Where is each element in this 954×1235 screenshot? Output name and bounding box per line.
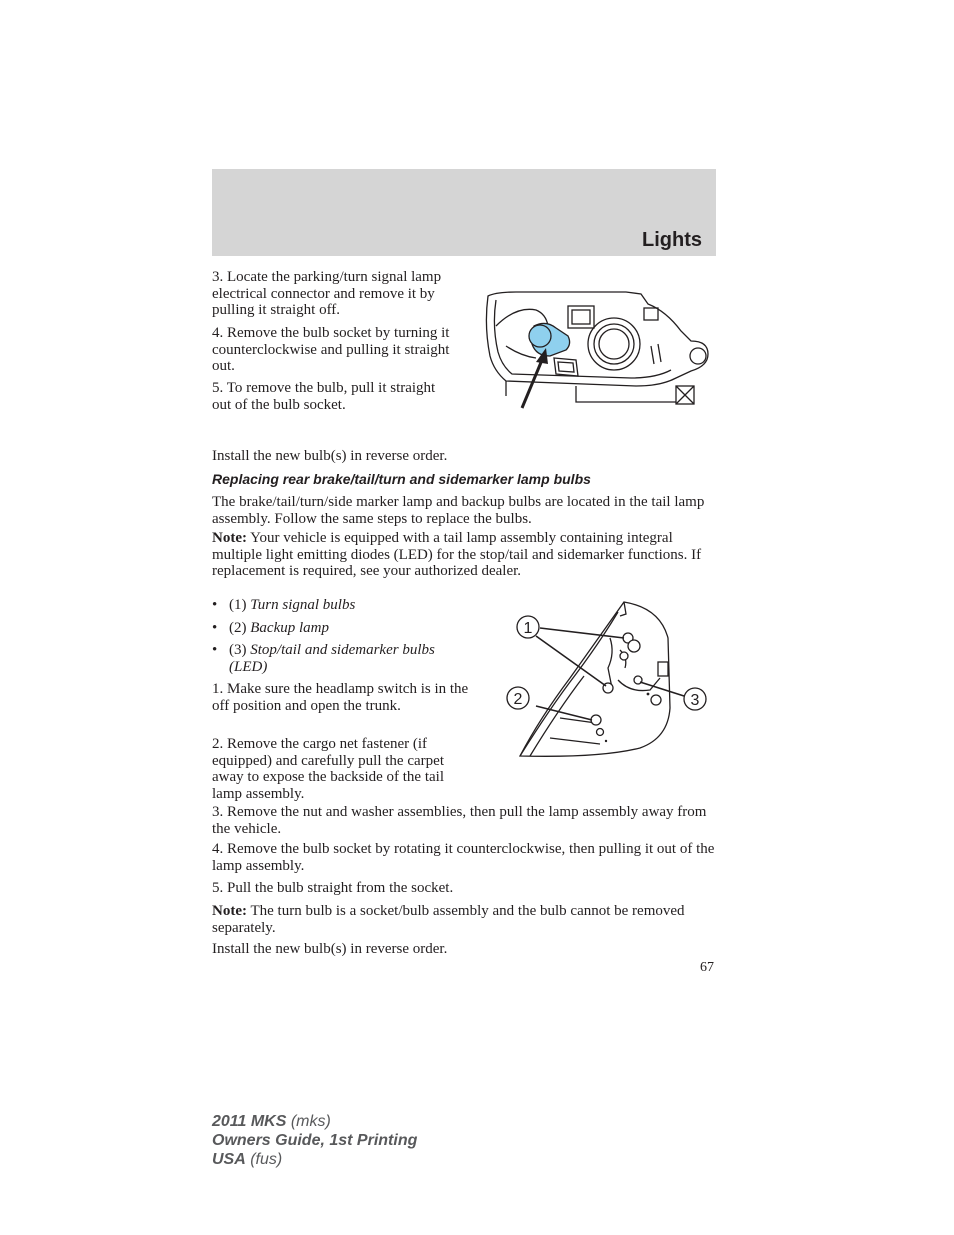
rear-step-3: 3. Remove the nut and washer assemblies, then pull the lamp assembly away from the vehicle. xyxy=(212,804,707,837)
section-header-band xyxy=(212,169,716,256)
footer-market-code: (fus) xyxy=(245,1151,283,1168)
rear-intro: The brake/tail/turn/side marker lamp and backup bulbs are located in the tail lamp assembly. Follow the same steps to replace the bulbs. xyxy=(212,494,705,527)
bullet-text: Backup lamp xyxy=(250,620,329,636)
rear-note-1 xyxy=(212,530,716,580)
footer-market: USA xyxy=(212,1151,246,1168)
bullet-dot: • xyxy=(212,597,218,613)
front-step-3: 3. Locate the parking/turn signal lamp electrical connector and remove it by pulling it straight off. xyxy=(212,269,442,318)
section-title: Lights xyxy=(642,229,702,251)
bullet-text: Stop/tail and sidemarker bulbs (LED) xyxy=(229,642,435,675)
footer-edition-info xyxy=(212,1112,417,1169)
footer-model: 2011 MKS xyxy=(212,1113,287,1130)
rear-note-2 xyxy=(212,903,716,936)
callout-label-2: 2 xyxy=(513,691,523,708)
bullet-dot: • xyxy=(212,620,218,636)
front-install-note: Install the new bulb(s) in reverse order. xyxy=(212,448,448,464)
note-2-label: Note: xyxy=(212,903,247,919)
note-1-label: Note: xyxy=(212,530,247,546)
bullet-text: Turn signal bulbs xyxy=(250,597,356,613)
headlamp-assembly-figure xyxy=(476,286,716,411)
rear-step-2: 2. Remove the cargo net fastener (if equipped) and carefully pull the carpet away to expose the backside of the tail lamp assembly. xyxy=(212,736,445,802)
page-number: 67 xyxy=(700,960,714,975)
footer-model-code: (mks) xyxy=(286,1113,331,1130)
bullet-dot: • xyxy=(212,642,218,658)
rear-install-note: Install the new bulb(s) in reverse order. xyxy=(212,941,448,957)
rear-step-4: 4. Remove the bulb socket by rotating it counterclockwise, then pulling it out of the lamp assembly. xyxy=(212,841,715,874)
bullet-number: (3) xyxy=(229,642,251,658)
tail-lamp-assembly-figure xyxy=(500,598,716,760)
note-1-text: Your vehicle is equipped with a tail lamp assembly containing integral multiple light emitting diodes (LED) for the stop/tail and sidemarker functions. If replacement is required, see your authorized dealer. xyxy=(212,530,702,579)
callout-label-1: 1 xyxy=(523,620,533,637)
front-step-4: 4. Remove the bulb socket by turning it counterclockwise and pulling it straight out. xyxy=(212,325,450,374)
front-step-5: 5. To remove the bulb, pull it straight out of the bulb socket. xyxy=(212,380,436,413)
footer-guide-title: Owners Guide, 1st Printing xyxy=(212,1132,418,1149)
rear-section-heading: Replacing rear brake/tail/turn and sidemarker lamp bulbs xyxy=(212,471,591,487)
bullet-number: (1) xyxy=(229,597,251,613)
rear-step-5: 5. Pull the bulb straight from the socket. xyxy=(212,880,454,896)
bullet-number: (2) xyxy=(229,620,251,636)
note-2-text: The turn bulb is a socket/bulb assembly and the bulb cannot be removed separately. xyxy=(212,903,685,936)
rear-step-1: 1. Make sure the headlamp switch is in the off position and open the trunk. xyxy=(212,681,469,714)
callout-label-3: 3 xyxy=(690,692,700,709)
bulb-socket-highlight xyxy=(529,323,570,356)
